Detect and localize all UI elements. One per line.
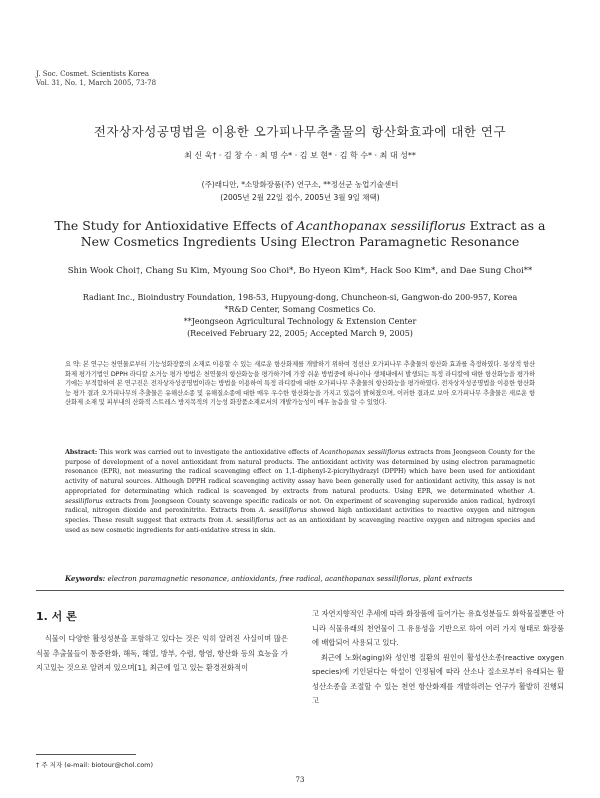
korean-affiliation-block: [0, 178, 600, 204]
journal-header: [36, 70, 156, 88]
species-name: A. sessiliflorus: [226, 516, 274, 524]
korean-affiliation: (주)래디안, *소망화장품(주) 연구소, **정선군 농업기술센터: [201, 180, 399, 189]
english-title-part1: The Study for Antioxidative Effects of: [54, 218, 297, 233]
footnote: † 주 저자 (e-mail: biotour@chol.com): [36, 761, 154, 769]
english-abstract: [65, 448, 535, 535]
footnote-divider: [36, 754, 136, 755]
korean-abstract: 요 약: 본 연구는 천연물로부터 기능성화장품의 소재로 이용할 수 있는 새로운 항산화제를 개발하기 위하여 정선산 오가피나무 추출물의 항산화 효과를 측정하였다. 통상적 항산화제 평가기법인 DPPH 라디칼 소거능 평가 방법은 천연물의 항산화능을 평가하기에 가장 쉬운 방법중에 하나이나 생체내에서 발생되는 특정 라디칼에 대한 항산화능을 평가하기에는 부적합하여 본 연구진은 전자상자성공명법이라는 방법을 이용하여 특정 라디칼에 대한 오가피나무 추출물의 항산화능을 평가하였다. 전자상자성공명법을 이용한 항산화능 평가 결과 오가피나무의 추출물은 유해산소종 및 유해질소종에 대한 매우 우수한 항산화능을 가지고 있음이 밝혀졌으며, 이러한 결과로 보아 오가피나무 추출물은 새로운 항산화제 소재 및 피부내의 산화적 스트레스 방지목적의 기능성 화장품소재로서의 개발가능성이 매우 높음을 알 수 있었다.: [65, 361, 535, 406]
korean-authors: 최 신 욱† · 김 창 수 · 최 명 수* · 김 보 현* · 김 학 수* · 최 대 성**: [184, 151, 416, 160]
page-number: 73: [295, 776, 305, 784]
keywords: [65, 574, 535, 583]
english-authors: Shin Wook Choi†, Chang Su Kim, Myoung Soo Choi*, Bo Hyeon Kim*, Hack Soo Kim*, and Dae Sung Choi**: [67, 266, 533, 276]
abstract-text: This work was carried out to investigate the antioxidative effects of: [97, 449, 320, 456]
affiliation-line-2: *R&D Center, Somang Cosmetics Co.: [224, 305, 376, 314]
english-title-species: Acanthopanax sessiliflorus: [296, 218, 466, 233]
section-divider: [36, 590, 564, 591]
right-paragraph-2: 최근에 노화(aging)와 성인병 질환의 원인이 활성산소종(reactive oxygen species)에 기인된다는 학설이 인정됨에 따라 산소나 질소로부터 유래되는 활성산소종을 조절할 수 있는 천연 항산화제를 개발하려는 연구가 활발히 진행되고: [312, 652, 564, 705]
keywords-text: electron paramagnetic resonance, antioxidants, free radical, acanthopanax sessiliflorus, plant extracts: [105, 575, 473, 583]
species-name: A. sessiliflorus: [65, 487, 535, 505]
korean-dates: (2005년 2월 22일 접수, 2005년 3월 9일 채택): [220, 193, 380, 202]
english-affiliation: [20, 292, 580, 340]
left-column: [36, 632, 288, 676]
abstract-label: Abstract:: [65, 449, 98, 456]
received-dates: (Received February 22, 2005; Accepted March 9, 2005): [187, 329, 413, 338]
korean-title: 전자상자성공명법을 이용한 오가피나무추출물의 항산화효과에 대한 연구: [93, 124, 507, 139]
right-column: [312, 607, 564, 709]
abstract-text: showed high antioxidant activities to reactive oxygen and nitrogen species. These result suggest that extracts from: [65, 507, 535, 524]
english-title: [40, 218, 560, 250]
abstract-text: extracts from Jeongseon County for the purpose of development of a novel antioxidant from natural products. The antioxidant activity was determined by using electron paramagnetic resonance (EPR), not measuring the radical scavenging effect on 1,1-diphenyl-2-picrylhydrazyl (DPPH) which have been used for antioxidant activity of natural sources. Although DPPH radical scavenging activity assay have been generally used for antioxidant activity, this assay is not appropriated for determinating which radical is scavenged by extracts from natural products. Using EPR, we determinated whether: [65, 449, 535, 495]
right-paragraph-1: 고 자연지향적인 추세에 따라 화장품에 들어가는 유효성분들도 화학물질뿐만 아니라 식물유래의 천연물이 그 유용성을 기반으로 하여 여러 가지 형태로 화장품에 배합되어 사용되고 있다.: [312, 609, 564, 647]
affiliation-line-3: **Jeongseon Agricultural Technology & Extension Center: [183, 317, 417, 326]
intro-paragraph: 식물이 다양한 활성성분을 포함하고 있다는 것은 익히 알려진 사실이며 많은 식물 추출물들이 통증완화, 해독, 해열, 방부, 수렴, 항염, 항산화 등의 효능을 가지고있는 것으로 알려져 있으며[1], 최근에 일고 있는 환경전화적이: [36, 634, 288, 672]
english-title-part2: Extract as a New Cosmetics Ingredients Using Electron Paramagnetic Resonance: [80, 218, 546, 249]
affiliation-line-1: Radiant Inc., Bioindustry Foundation, 198-53, Hupyoung-dong, Chuncheon-si, Gangwon-do 200-957, Korea: [82, 293, 518, 302]
section-heading: 1. 서 론: [36, 610, 77, 623]
abstract-text: extracts from Jeongseon County scavenge specific radicals or not. On experiment of scavenging superoxide anion radical, hydroxyl radical, nitrogen dioxide and peroxinitrite. Extracts from: [65, 497, 535, 515]
journal-volume: Vol. 31, No. 1, March 2005, 73-78: [36, 79, 157, 87]
species-name: Acanthopanax sessiliflorus: [319, 449, 406, 456]
keywords-label: Keywords:: [65, 574, 106, 583]
species-name: A. sessiliflorus: [259, 507, 307, 515]
abstract-text: act as an antioxidant by scavenging reactive oxygen and nitrogen species and used as new cosmetic ingredients for anti-oxidative stress in skin.: [65, 516, 535, 534]
journal-name: J. Soc. Cosmet. Scientists Korea: [36, 70, 150, 78]
